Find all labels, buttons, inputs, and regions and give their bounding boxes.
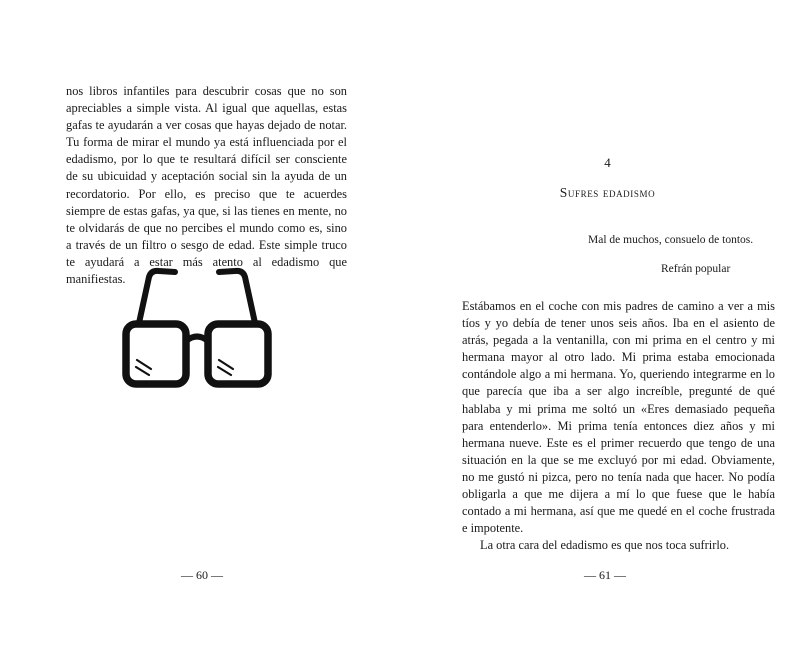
chapter-title-text: Sufres edadismo [559, 185, 656, 200]
epigraph: Mal de muchos, consuelo de tontos. [588, 234, 754, 246]
right-paragraph-2: La otra cara del edadismo es que nos toca sufrirlo. [480, 538, 730, 553]
right-body-text [462, 298, 775, 554]
left-paragraph-1: nos libros infantiles para descubrir cosas que no son apreciables a simple vista. Al igual que aquellas, estas gafas te ayudarán a ver cosas que hayas dejado de notar. Tu forma de mirar el mundo ya está influenciada por el edadismo, por lo que te resultará difícil ser consciente de su ubicuidad y aceptación social sin la ayuda de un recordatorio. Por ello, es preciso que te acuerdes siempre de estas gafas, ya que, si las tienes en mente, no te olvidarás de que no percibes el mundo como es, sino a través de un filtro o sesgo de edad. Este simple truco te ayudará a estar más atento al edadismo que manifiestas. [66, 84, 347, 287]
page-number-left: — 60 — [181, 568, 223, 582]
chapter-title [405, 185, 810, 201]
chapter-number: 4 [604, 155, 611, 170]
right-page [405, 0, 810, 645]
glasses-icon [117, 265, 277, 390]
right-paragraph-1: Estábamos en el coche con mis padres de camino a ver a mis tíos y yo debía de tener unos seis años. Iba en el asiento de atrás, pegada a la ventanilla, con mi prima en el centro y mi hermana mayor al otro lado. Mi prima estaba emocionada contándole algo a mi hermana. Yo, queriendo integrarme en lo que parecía que iba a ser algo increíble, pregunté de qué hablaba y mi prima me soltó un «Eres demasiado pequeña para entenderlo». Mi prima tenía entonces diez años y mi hermana nueve. Este es el primer recuerdo que tengo de una situación en la que se me excluyó por mi edad. Obviamente, no me gustó ni pizca, pero no tenía nada que hacer. No podía obligarla a que me dijera a mí lo que fuese que le había contado a mi hermana, así que me quedé en el coche frustrada e impotente. [462, 299, 775, 536]
page-number-right: — 61 — [584, 568, 626, 582]
left-body-text [66, 83, 347, 288]
epigraph-attribution: Refrán popular [661, 263, 731, 275]
